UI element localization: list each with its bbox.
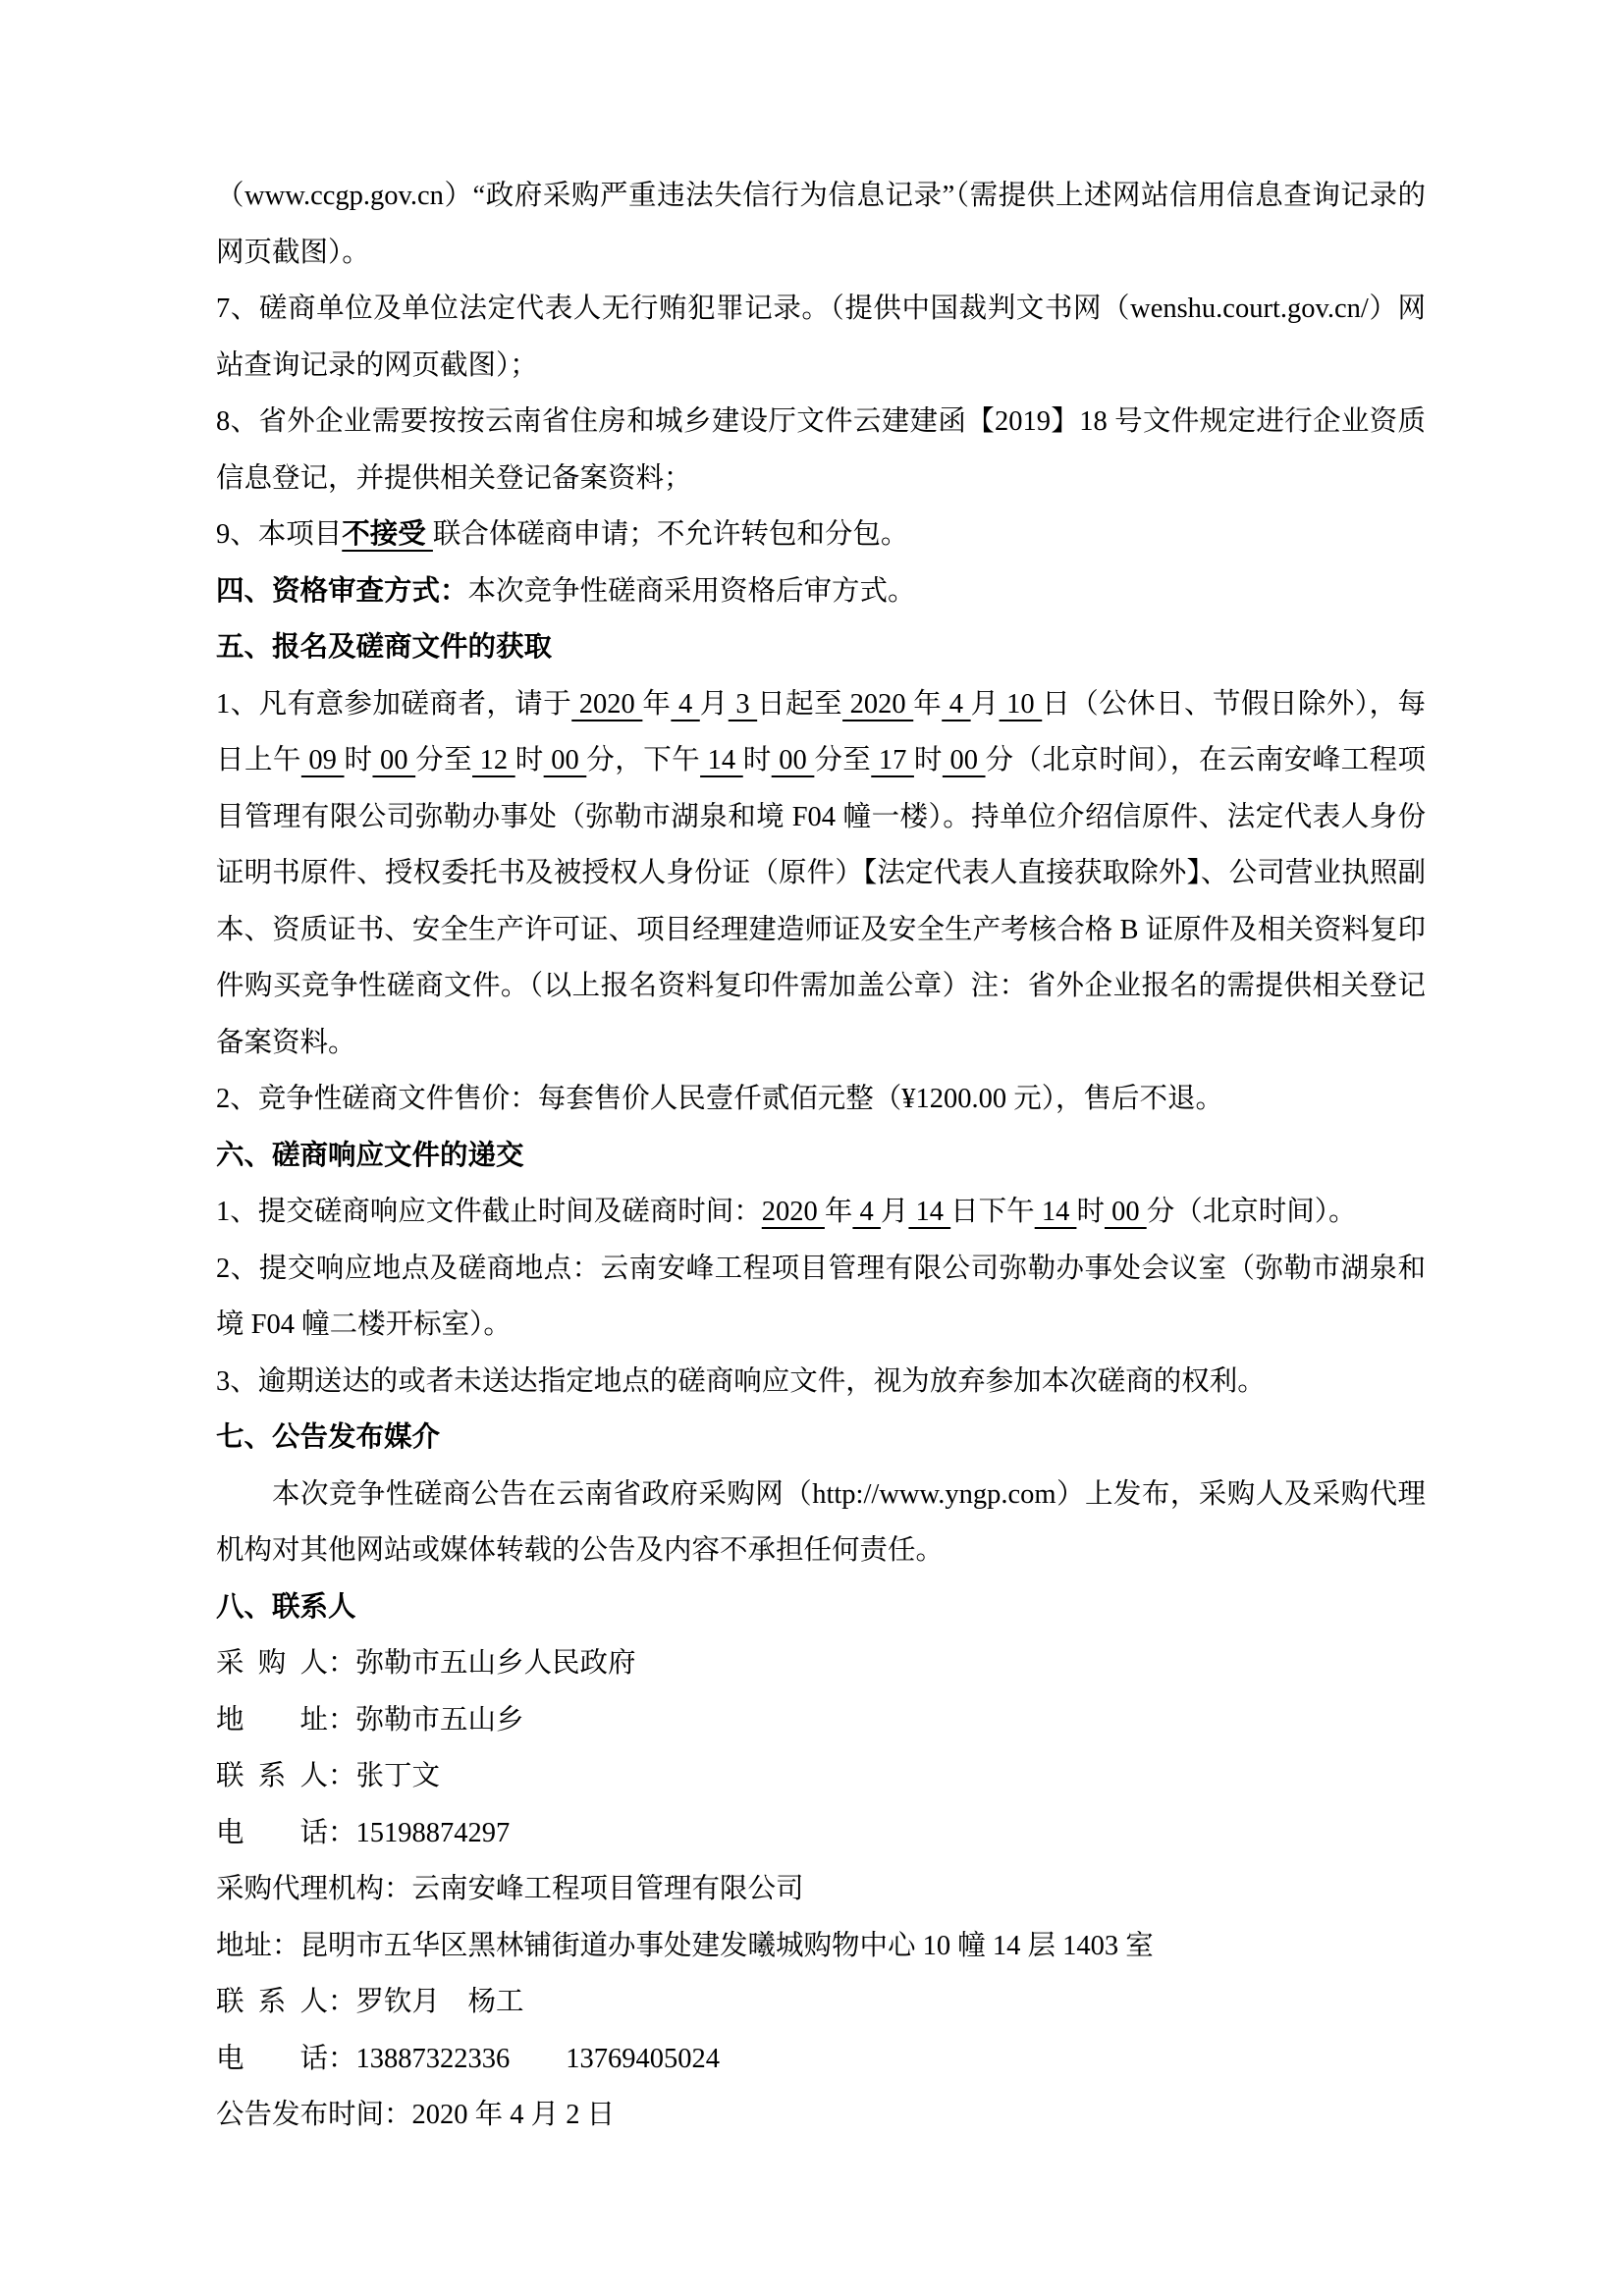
- contact-agency-name: [216, 1861, 1426, 1918]
- text-run: 联合体磋商申请；不允许转包和分包。: [432, 519, 909, 550]
- text-run: 时: [344, 745, 373, 775]
- text-run: 联 系 人：张丁文: [216, 1761, 441, 1791]
- text-run: 公告发布时间：2020 年 4 月 2 日: [216, 2100, 616, 2130]
- para-section-4-qualification-review: [216, 563, 1426, 620]
- para-publish-date: [216, 2087, 1426, 2144]
- text-run: 时: [514, 745, 544, 775]
- heading-section-6: [216, 1128, 1426, 1185]
- emphasized-text-run: 2020: [571, 688, 643, 720]
- para-section-5-item-1: [216, 676, 1426, 1072]
- emphasized-text-run: 00: [942, 745, 986, 775]
- text-run: 分，下午: [586, 745, 701, 775]
- document-content: [216, 168, 1426, 2144]
- contact-purchaser-address: [216, 1692, 1426, 1749]
- heading-section-8: [216, 1579, 1426, 1636]
- text-run: 1、提交磋商响应文件截止时间及磋商时间：: [216, 1197, 762, 1227]
- text-run: 3、逾期送达的或者未送达指定地点的磋商响应文件，视为放弃参加本次磋商的权利。: [216, 1365, 1266, 1397]
- text-run: 日（公休日、节假日除外），每日上午: [216, 688, 1426, 775]
- text-run: （www.ccgp.gov.cn）“政府采购严重违法失信行为信息记录”（需提供上述网站信用信息查询记录的网页截图）。: [216, 181, 1426, 268]
- emphasized-text-run: 10: [999, 688, 1043, 720]
- text-run: 七、公告发布媒介: [216, 1422, 441, 1453]
- text-run: 八、联系人: [216, 1591, 356, 1623]
- text-run: 月: [970, 688, 1000, 720]
- emphasized-text-run: 4: [852, 1197, 881, 1227]
- text-run: 电 话：15198874297: [216, 1817, 511, 1848]
- text-run: 采 购 人：弥勒市五山乡人民政府: [216, 1648, 636, 1679]
- para-section-6-item-3: [216, 1354, 1426, 1411]
- emphasized-text-run: 17: [871, 745, 914, 775]
- text-run: 8、省外企业需要按按云南省住房和城乡建设厅文件云建建函【2019】18 号文件规定进行企业资质信息登记，并提供相关登记备案资料；: [216, 406, 1426, 494]
- emphasized-text-run: 00: [543, 745, 587, 775]
- contact-purchaser-name: [216, 1635, 1426, 1692]
- contact-agency-address: [216, 1918, 1426, 1975]
- text-run: 联 系 人：罗钦月 杨工: [216, 1987, 524, 2017]
- text-run: 时: [742, 745, 772, 775]
- para-credit-record-continuation: [216, 168, 1426, 281]
- para-section-6-item-2: [216, 1241, 1426, 1354]
- text-run: 1、凡有意参加磋商者，请于: [216, 688, 572, 720]
- text-run: 分至: [814, 745, 872, 775]
- emphasized-text-run: 14: [700, 745, 743, 775]
- emphasized-text-run: 2020: [842, 688, 914, 720]
- contact-purchaser-person: [216, 1748, 1426, 1805]
- text-run: 地址：昆明市五华区黑林铺街道办事处建发曦城购物中心 10 幢 14 层 1403 室: [216, 1930, 1154, 1961]
- para-section-6-item-1: [216, 1184, 1426, 1241]
- emphasized-text-run: 00: [372, 745, 416, 775]
- text-run: 五、报名及磋商文件的获取: [216, 632, 553, 663]
- text-run: 年: [824, 1197, 853, 1227]
- text-run: 日下午: [950, 1197, 1035, 1227]
- text-run: 本次竞争性磋商采用资格后审方式。: [467, 575, 916, 607]
- text-run: 六、磋商响应文件的递交: [216, 1140, 524, 1171]
- emphasized-text-run: 00: [771, 745, 815, 775]
- para-section-7-body: [216, 1467, 1426, 1579]
- emphasized-text-run: 09: [300, 745, 345, 775]
- text-run: 2、提交响应地点及磋商地点：云南安峰工程项目管理有限公司弥勒办事处会议室（弥勒市湖泉和境 F04 幢二楼开标室）。: [216, 1253, 1426, 1340]
- para-item-9: [216, 507, 1426, 563]
- text-run: 本次竞争性磋商公告在云南省政府采购网（http://www.yngp.com）上发布，采购人及采购代理机构对其他网站或媒体转载的公告及内容不承担任何责任。: [216, 1478, 1426, 1566]
- contact-purchaser-phone: [216, 1805, 1426, 1862]
- contact-agency-phone: [216, 2031, 1426, 2088]
- text-run: 电 话：13887322336 13769405024: [216, 2043, 721, 2074]
- text-run: 年: [642, 688, 672, 720]
- text-run: 采购代理机构：云南安峰工程项目管理有限公司: [216, 1874, 804, 1904]
- emphasized-text-run: 四、资格审查方式：: [216, 575, 468, 607]
- text-run: 时: [1076, 1197, 1105, 1227]
- text-run: 2、竞争性磋商文件售价：每套售价人民壹仟贰佰元整（¥1200.00 元），售后不退。: [216, 1084, 1224, 1114]
- text-run: 时: [913, 745, 943, 775]
- emphasized-text-run: 4: [942, 688, 971, 720]
- para-section-5-item-2: [216, 1071, 1426, 1128]
- text-run: 月: [699, 688, 729, 720]
- heading-section-7: [216, 1410, 1426, 1467]
- text-run: 7、磋商单位及单位法定代表人无行贿犯罪记录。（提供中国裁判文书网（wenshu.court.gov.cn/）网站查询记录的网页截图）；: [216, 294, 1426, 381]
- contact-agency-person: [216, 1974, 1426, 2031]
- emphasized-text-run: 00: [1104, 1197, 1147, 1227]
- emphasized-text-run: 2020: [761, 1197, 825, 1227]
- emphasized-text-run: 4: [671, 688, 700, 720]
- text-run: 月: [880, 1197, 909, 1227]
- para-item-8: [216, 394, 1426, 507]
- text-run: 日起至: [757, 688, 843, 720]
- emphasized-text-run: 12: [472, 745, 515, 775]
- para-item-7: [216, 281, 1426, 394]
- text-run: 分（北京时间），在云南安峰工程项目管理有限公司弥勒办事处（弥勒市湖泉和境 F04 幢一楼）。持单位介绍信原件、法定代表人身份证明书原件、授权委托书及被授权人身份证（原件）【法定代表人直接获取除外】、公司营业执照副本、资质证书、安全生产许可证、项目经理建造师证及安全生产考核合格 B 证原件及相关资料复印件购买竞争性磋商文件。（以上报名资料复印件需加盖公章）注：省外企业报名的需提供相关登记备案资料。: [216, 745, 1427, 1058]
- text-run: 9、本项目: [216, 519, 343, 550]
- heading-section-5: [216, 619, 1426, 676]
- emphasized-text-run: 不接受: [342, 519, 433, 550]
- emphasized-text-run: 3: [728, 688, 758, 720]
- text-run: 地 址：弥勒市五山乡: [216, 1704, 524, 1735]
- emphasized-text-run: 14: [908, 1197, 951, 1227]
- text-run: 分至: [415, 745, 473, 775]
- emphasized-text-run: 14: [1034, 1197, 1077, 1227]
- text-run: 年: [913, 688, 943, 720]
- text-run: 分（北京时间）。: [1146, 1197, 1357, 1227]
